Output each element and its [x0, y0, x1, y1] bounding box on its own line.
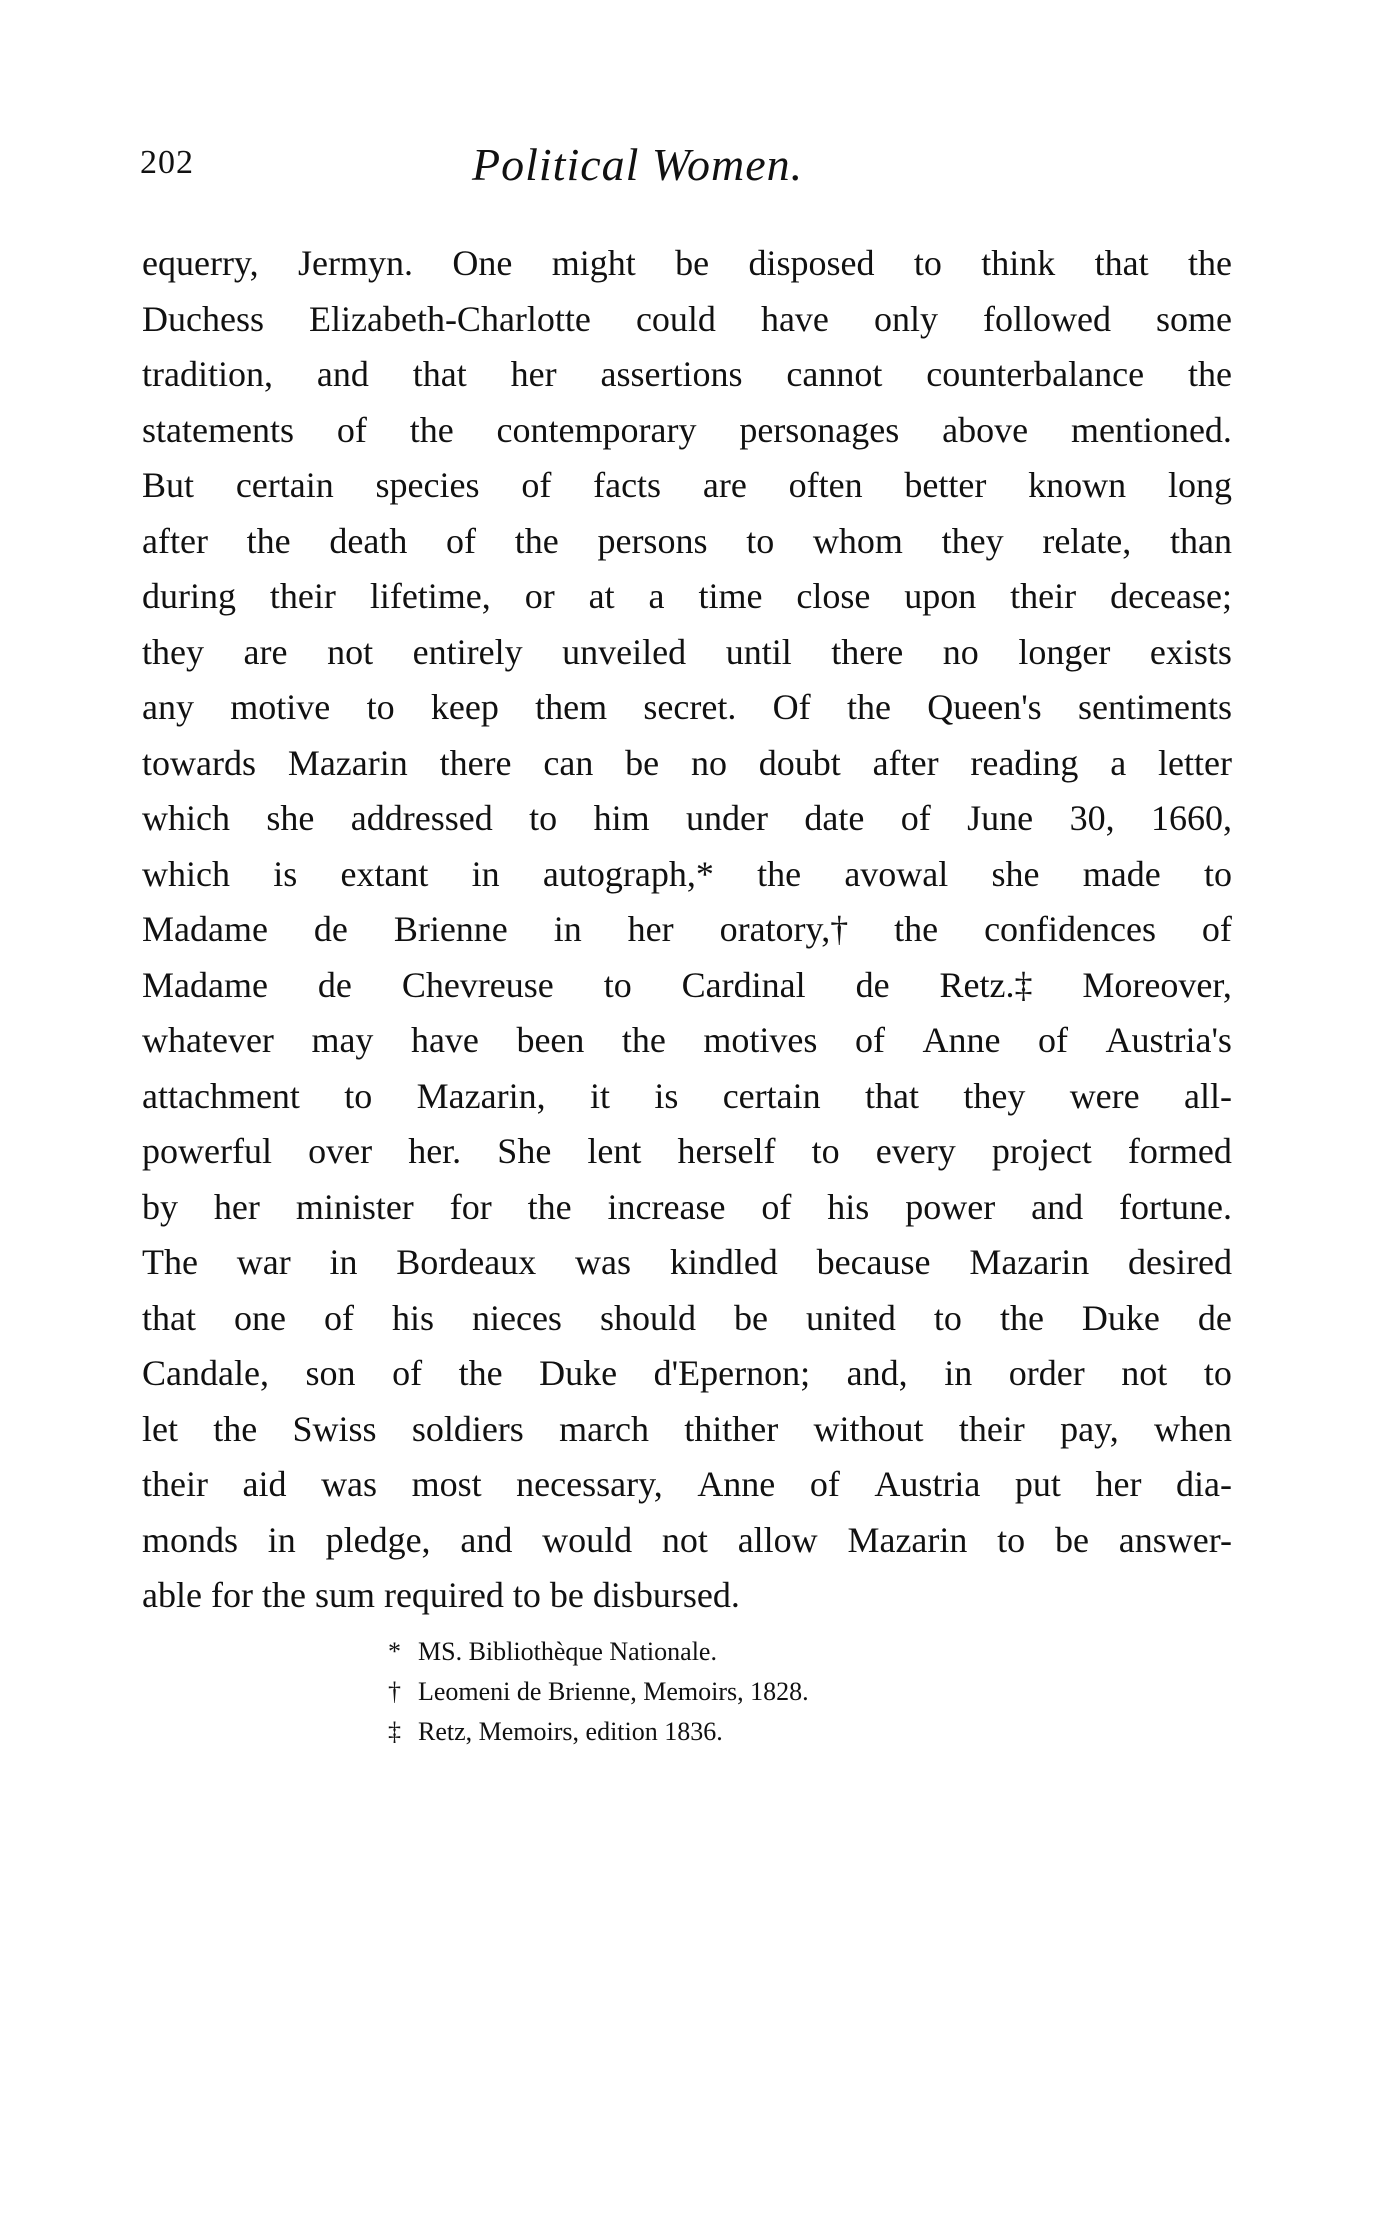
word: Duchess [142, 298, 264, 339]
word: to [366, 687, 395, 727]
word: upon [904, 576, 977, 616]
word: herself [677, 1131, 776, 1171]
word: to [811, 1131, 840, 1171]
word: Moreover, [1082, 964, 1232, 1005]
word: to [913, 243, 942, 283]
word: Mazarin [847, 1519, 968, 1560]
word: their [269, 576, 336, 616]
word: 30, [1069, 798, 1115, 838]
word: unveiled [562, 631, 687, 672]
word: monds [142, 1519, 239, 1560]
word: not [1121, 1353, 1168, 1393]
word: him [593, 798, 650, 838]
word: the [621, 1020, 666, 1060]
word: after [142, 520, 208, 561]
word: de [1197, 1297, 1232, 1338]
word: de [855, 964, 890, 1005]
word: the [261, 1575, 315, 1615]
text-line [142, 1513, 1232, 1569]
word: have [410, 1020, 479, 1060]
word: and [460, 1519, 513, 1560]
word: could [635, 298, 716, 339]
word: Cardinal [681, 964, 806, 1005]
word: there [831, 631, 904, 672]
word: answer- [1118, 1519, 1232, 1560]
word: her [627, 909, 674, 949]
word: known [1028, 465, 1127, 505]
word: their [958, 1408, 1025, 1449]
word: of [809, 1464, 840, 1504]
word: Duke [539, 1353, 618, 1393]
word: of [446, 520, 477, 561]
footnote-text: Leomeni de Brienne, Memoirs, 1828. [418, 1677, 809, 1706]
word: allow [737, 1519, 818, 1560]
word: to [512, 1575, 550, 1615]
word: of [1201, 909, 1232, 949]
word: of [323, 1297, 354, 1338]
word: any [142, 687, 194, 727]
text-line [142, 514, 1232, 570]
word: Duke [1081, 1297, 1160, 1338]
word: they [142, 631, 204, 672]
text-line [142, 236, 1232, 292]
text-line [142, 1402, 1232, 1458]
word: a [1110, 742, 1127, 783]
text-line [142, 1013, 1232, 1069]
word: equerry, [142, 243, 259, 283]
text-line [142, 1568, 1232, 1624]
word: avowal [844, 853, 949, 894]
word: facts [593, 465, 662, 505]
word: Chevreuse [401, 964, 554, 1005]
text-line [142, 847, 1232, 903]
word: Anne [697, 1464, 776, 1504]
word: letter [1158, 742, 1232, 783]
text-line [142, 1180, 1232, 1236]
word: the [846, 687, 891, 727]
word: are [702, 465, 747, 505]
word: by [142, 1186, 178, 1227]
word: desired [1128, 1242, 1232, 1282]
word: Madame [142, 909, 268, 949]
text-line [142, 1235, 1232, 1291]
word: of [336, 409, 367, 450]
word: extant [340, 853, 429, 894]
word: soldiers [411, 1408, 524, 1449]
word: there [439, 742, 512, 783]
word: for [210, 1575, 262, 1615]
word: of [1037, 1020, 1068, 1060]
word: de [313, 909, 348, 949]
word: a [648, 576, 665, 616]
word: is [654, 1075, 679, 1116]
word: addressed [350, 798, 493, 838]
word: the [1187, 354, 1232, 394]
word: June [967, 798, 1034, 838]
word: to [529, 798, 558, 838]
word: personages [739, 409, 900, 450]
word: persons [597, 520, 708, 561]
word: made [1082, 853, 1161, 894]
word: Austria [874, 1464, 981, 1504]
word: only [873, 298, 938, 339]
word: was [575, 1242, 632, 1282]
word: that [412, 354, 467, 394]
word: her. [408, 1131, 462, 1171]
word: She [497, 1131, 552, 1171]
footnote-mark: † [388, 1677, 401, 1706]
word: Queen's [927, 687, 1042, 727]
text-line [142, 902, 1232, 958]
word: One [452, 243, 513, 283]
word: every [875, 1131, 956, 1171]
word: to [1203, 1353, 1232, 1393]
word: dia- [1176, 1464, 1232, 1504]
word: the [246, 520, 291, 561]
text-line [142, 569, 1232, 625]
word: reading [970, 742, 1079, 783]
word: Swiss [292, 1408, 377, 1449]
word: can [543, 742, 594, 783]
word: or [524, 576, 555, 616]
word: exists [1149, 631, 1232, 672]
word: march [559, 1408, 650, 1449]
word: of [854, 1020, 885, 1060]
word: disposed [748, 243, 875, 283]
word: the [757, 853, 802, 894]
word: Of [772, 687, 811, 727]
word: project [991, 1131, 1092, 1171]
word: aid [242, 1464, 287, 1504]
word: formed [1127, 1131, 1232, 1171]
word: thither [684, 1408, 779, 1449]
word: may [311, 1020, 374, 1060]
word: de [317, 964, 352, 1005]
word: Brienne [393, 909, 508, 949]
word: contemporary [496, 409, 697, 450]
text-line [142, 1124, 1232, 1180]
footnote [388, 1672, 1088, 1712]
word: Anne [922, 1020, 1001, 1060]
text-line [142, 680, 1232, 736]
word: pledge, [325, 1519, 431, 1560]
word: disbursed. [592, 1575, 740, 1615]
word: lent [587, 1131, 642, 1171]
word: to [933, 1297, 962, 1338]
word: her [1095, 1464, 1142, 1504]
word: the [458, 1353, 503, 1393]
word: Mazarin [287, 742, 408, 783]
word: most [411, 1464, 482, 1504]
word: But [142, 465, 195, 505]
word: his [827, 1186, 870, 1227]
word: assertions [600, 354, 743, 394]
word: their [142, 1464, 208, 1504]
word: cannot [786, 354, 883, 394]
word: because [816, 1242, 931, 1282]
word: at [588, 576, 615, 616]
word: after [872, 742, 939, 783]
word: have [760, 298, 829, 339]
word: nieces [471, 1297, 562, 1338]
word: she [991, 853, 1040, 894]
word: no [942, 631, 979, 672]
word: certain [722, 1075, 821, 1116]
word: Mazarin [969, 1242, 1090, 1282]
word: put [1014, 1464, 1061, 1504]
word: order [1008, 1353, 1085, 1393]
word: powerful [142, 1131, 272, 1171]
word: been [516, 1020, 585, 1060]
word: to [603, 964, 632, 1005]
body-paragraph [142, 236, 1232, 1624]
word: of [900, 798, 931, 838]
word: Elizabeth-Charlotte [309, 298, 591, 339]
word: which [142, 798, 230, 838]
word: 1660, [1150, 798, 1232, 838]
word: autograph,* [542, 853, 714, 894]
text-line [142, 458, 1232, 514]
word: lifetime, [369, 576, 491, 616]
word: not [327, 631, 374, 672]
word: close [796, 576, 871, 616]
word: of [521, 465, 552, 505]
word: attachment [142, 1075, 300, 1116]
word: be [625, 742, 660, 783]
word: Mazarin, [416, 1075, 546, 1116]
text-line [142, 625, 1232, 681]
word: and [1031, 1186, 1084, 1227]
word: certain [235, 465, 334, 505]
word: in [267, 1519, 296, 1560]
word: the [514, 520, 559, 561]
word: long [1167, 465, 1232, 505]
word: the [213, 1408, 258, 1449]
word: sum [314, 1575, 384, 1615]
word: without [813, 1408, 924, 1449]
word: is [273, 853, 298, 894]
running-title: Political Women. [472, 139, 804, 190]
word: Austria's [1105, 1020, 1232, 1060]
word: her [213, 1186, 260, 1227]
text-line [142, 736, 1232, 792]
word: than [1170, 520, 1232, 561]
word: often [788, 465, 863, 505]
word: doubt [758, 742, 841, 783]
word: not [661, 1519, 708, 1560]
footnote-mark: * [388, 1637, 401, 1666]
word: the [409, 409, 454, 450]
word: they [963, 1075, 1026, 1116]
word: for [449, 1186, 492, 1227]
word: during [142, 576, 236, 616]
word: mentioned. [1070, 409, 1232, 450]
footnote [388, 1632, 1088, 1672]
word: when [1153, 1408, 1232, 1449]
word: sentiments [1077, 687, 1232, 727]
word: they [941, 520, 1004, 561]
word: whom [812, 520, 903, 561]
word: was [321, 1464, 378, 1504]
word: them [535, 687, 608, 727]
word: required [383, 1575, 513, 1615]
word: until [725, 631, 792, 672]
word: which [142, 853, 230, 894]
word: the [1187, 243, 1232, 283]
word: she [266, 798, 315, 838]
word: the [999, 1297, 1044, 1338]
word: secret. [643, 687, 737, 727]
word: war [236, 1242, 291, 1282]
word: kindled [669, 1242, 778, 1282]
word: all- [1184, 1075, 1232, 1116]
word: Bordeaux [396, 1242, 537, 1282]
word: it [589, 1075, 610, 1116]
text-line [142, 1457, 1232, 1513]
word: under [686, 798, 768, 838]
word: of [392, 1353, 423, 1393]
word: her [510, 354, 557, 394]
word: relate, [1042, 520, 1132, 561]
word: entirely [412, 631, 523, 672]
word: were [1069, 1075, 1140, 1116]
word: let [142, 1408, 178, 1449]
word: longer [1018, 631, 1111, 672]
text-line [142, 791, 1232, 847]
word: necessary, [516, 1464, 663, 1504]
word: to [746, 520, 775, 561]
word: that [142, 1297, 196, 1338]
word: date [804, 798, 865, 838]
word: oratory,† [719, 909, 849, 949]
word: able [142, 1575, 211, 1615]
word: species [375, 465, 480, 505]
word: motives [703, 1020, 818, 1060]
page-number: 202 [140, 144, 194, 181]
word: should [599, 1297, 696, 1338]
word: The [142, 1242, 198, 1282]
word: would [542, 1519, 633, 1560]
word: Retz.‡ [939, 964, 1033, 1005]
word: fortune. [1119, 1186, 1232, 1227]
word: and, [846, 1353, 908, 1393]
text-line [142, 403, 1232, 459]
word: to [344, 1075, 373, 1116]
text-line [142, 1291, 1232, 1347]
word: statements [142, 409, 294, 450]
word: Candale, [142, 1353, 269, 1393]
word: increase [607, 1186, 726, 1227]
word: Jermyn. [297, 243, 413, 283]
word: tradition, [142, 354, 273, 394]
word: to [997, 1519, 1026, 1560]
word: motive [230, 687, 331, 727]
word: confidences [984, 909, 1156, 949]
footnotes [388, 1632, 1088, 1752]
word: keep [430, 687, 499, 727]
word: no [690, 742, 727, 783]
word: son [305, 1353, 356, 1393]
text-line [142, 958, 1232, 1014]
word: the [894, 909, 939, 949]
word: in [471, 853, 500, 894]
word: in [553, 909, 582, 949]
word: think [981, 243, 1056, 283]
word: be [733, 1297, 768, 1338]
word: whatever [142, 1020, 274, 1060]
word: time [698, 576, 763, 616]
footnote-mark: ‡ [388, 1717, 401, 1746]
word: in [329, 1242, 358, 1282]
text-line [142, 1069, 1232, 1125]
word: that [865, 1075, 919, 1116]
word: better [904, 465, 987, 505]
word: might [551, 243, 636, 283]
word: some [1156, 298, 1232, 339]
word: pay, [1060, 1408, 1119, 1449]
word: his [391, 1297, 434, 1338]
word: that [1094, 243, 1149, 283]
word: united [805, 1297, 896, 1338]
word: be [675, 243, 710, 283]
word: the [527, 1186, 572, 1227]
footnote [388, 1712, 1088, 1752]
word: followed [983, 298, 1111, 339]
word: counterbalance [926, 354, 1145, 394]
word: death [329, 520, 408, 561]
word: be [549, 1575, 593, 1615]
word: towards [142, 742, 256, 783]
word: in [944, 1353, 973, 1393]
word: Madame [142, 964, 268, 1005]
text-line [142, 1346, 1232, 1402]
word: above [942, 409, 1029, 450]
word: decease; [1110, 576, 1232, 616]
footnote-text: Retz, Memoirs, edition 1836. [418, 1717, 723, 1746]
word: their [1010, 576, 1077, 616]
word: power [905, 1186, 996, 1227]
word: and [316, 354, 369, 394]
word: minister [295, 1186, 414, 1227]
word: over [308, 1131, 373, 1171]
text-line [142, 292, 1232, 348]
footnote-text: MS. Bibliothèque Nationale. [418, 1637, 717, 1666]
word: be [1054, 1519, 1089, 1560]
word: one [233, 1297, 286, 1338]
word: of [761, 1186, 792, 1227]
text-line [142, 347, 1232, 403]
word: d'Epernon; [653, 1353, 811, 1393]
word: to [1203, 853, 1232, 894]
page-header [140, 138, 1230, 198]
word: are [243, 631, 288, 672]
